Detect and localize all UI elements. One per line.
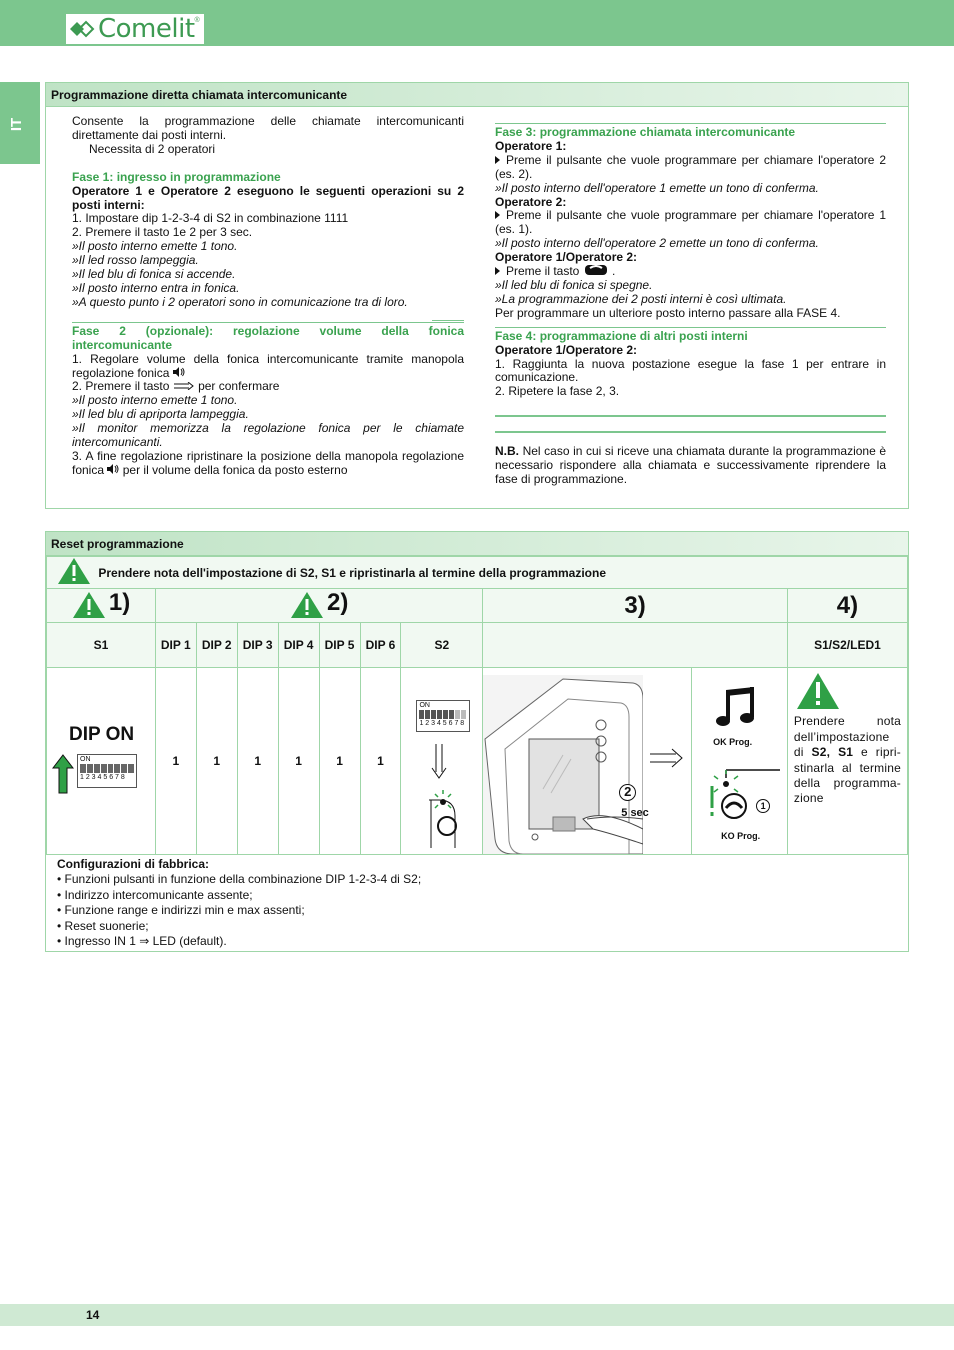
note-bold-s2: S2, xyxy=(811,745,831,760)
fase1-note: »Il posto interno entra in fonica. xyxy=(72,280,240,295)
fase2-step1 xyxy=(72,353,464,381)
warning-icon xyxy=(290,591,324,622)
warning-cell xyxy=(47,557,908,589)
fase4-step: 1. Raggiunta la nuova postazione esegue la fase 1 per entrare in comunicazione. xyxy=(495,356,886,385)
config-item: • Funzione range e indirizzi min e max assenti; xyxy=(57,903,305,918)
dip-value: 1 xyxy=(278,668,319,855)
dip-lever xyxy=(87,764,93,773)
key-arrow-icon xyxy=(173,379,198,393)
fase1-note: »Il posto interno emette 1 tono. xyxy=(72,239,238,254)
fase2-note: »Il led blu di apriporta lampeggia. xyxy=(72,407,249,422)
note-bold-s1: S1 xyxy=(838,745,854,760)
header-s2: S2 xyxy=(401,623,483,668)
fase1-title: Fase 1: ingresso in programmazione xyxy=(72,169,281,184)
steps-row xyxy=(47,589,908,623)
operator12-after: Per programmare un ulteriore posto interno passare alla FASE 4. xyxy=(495,305,841,320)
music-note-icon xyxy=(716,686,760,730)
fase4-step: 2. Ripetere la fase 2, 3. xyxy=(495,384,620,399)
operator1-text xyxy=(495,154,886,182)
operator2-label: Operatore 2: xyxy=(495,194,567,209)
header-dip: DIP 3 xyxy=(237,623,278,668)
logo-mark-icon xyxy=(68,18,98,40)
language-label: IT xyxy=(8,117,26,132)
dip-value: 1 xyxy=(155,668,196,855)
config-item: • Funzioni pulsanti in funzione della combinazione DIP 1-2-3-4 di S2; xyxy=(57,872,422,887)
step-4-cell xyxy=(787,589,907,623)
fase2-note: »Il posto interno emette 1 tono. xyxy=(72,393,238,408)
intro-text: Consente la programmazione delle chiamate intercomunicanti direttamente dai posti interni. xyxy=(72,114,464,142)
language-tab xyxy=(0,82,40,164)
bullet-arrow-icon xyxy=(495,267,500,275)
dip-lever xyxy=(431,710,436,719)
warning-icon xyxy=(57,557,91,588)
ko-step-badge: 1 xyxy=(756,799,770,813)
operator2-text xyxy=(495,209,886,237)
divider xyxy=(495,415,886,417)
fase2-step2 xyxy=(72,380,464,394)
section-direct-programming xyxy=(45,82,909,509)
result-cell xyxy=(692,668,788,855)
section-title: Programmazione diretta chiamata intercomunicante xyxy=(46,83,908,107)
dip-switch-numbers: 1 2 3 4 5 6 7 8 xyxy=(419,720,465,728)
dip-lever xyxy=(419,710,424,719)
factory-config xyxy=(46,852,908,954)
header-dip: DIP 5 xyxy=(319,623,360,668)
step-number: 3) xyxy=(624,591,646,619)
operator12-text-value: Preme il tasto xyxy=(506,264,580,279)
dip-lever xyxy=(449,710,454,719)
divider xyxy=(495,123,886,124)
step-1-cell xyxy=(47,589,156,623)
reset-table xyxy=(46,556,908,855)
dip-switch-on-label: ON xyxy=(419,702,430,710)
page-number: 14 xyxy=(86,1308,100,1322)
dip-value: 1 xyxy=(319,668,360,855)
dip-lever xyxy=(437,710,442,719)
header-s1: S1 xyxy=(47,623,156,668)
divider xyxy=(72,322,464,323)
dip-lever xyxy=(94,764,100,773)
fase4-title: Fase 4: programmazione di altri posti interni xyxy=(495,328,748,343)
step-number: 1) xyxy=(108,589,131,616)
press-duration: 5 sec xyxy=(621,807,649,820)
footer-bar xyxy=(0,1304,954,1326)
header-row xyxy=(47,623,908,668)
handset-icon xyxy=(583,264,612,278)
logo-text: Comelit xyxy=(98,14,195,44)
fase2-step3-text: 3. A fine regolazione ripristinare la posizione della manopola regolazione fonica xyxy=(72,448,464,477)
operator2-note: »Il posto interno dell'operatore 2 emette un tono di conferma. xyxy=(495,236,819,251)
ko-led-diagram xyxy=(704,764,780,824)
up-arrow-icon xyxy=(52,754,74,794)
speaker-volume-icon xyxy=(107,463,122,477)
operator2-text-value: Preme il pulsante che vuole programmare per chiamare l'operatore 1 (es. 1). xyxy=(495,208,886,237)
operator1-label: Operatore 1: xyxy=(495,138,567,153)
warning-icon xyxy=(796,672,840,710)
s2-led-diagram xyxy=(429,742,457,848)
step-number: 4) xyxy=(836,591,859,619)
ok-prog-label: OK Prog. xyxy=(713,737,753,748)
config-item: • Indirizzo intercomunicante assente; xyxy=(57,887,253,902)
note-cell xyxy=(787,668,907,855)
config-item: • Ingresso IN 1 ⇒ LED (default). xyxy=(57,934,227,949)
implies-arrow-icon xyxy=(648,748,684,768)
dip-lever xyxy=(80,764,86,773)
header-dip: DIP 4 xyxy=(278,623,319,668)
warning-text: Prendere nota dell'impostazione di S2, S1 e ripristinarla al termine della programmazione xyxy=(98,565,607,580)
operator1-note: »Il posto interno dell'operatore 1 emette un tono di conferma. xyxy=(495,180,819,195)
dip-lever xyxy=(443,710,448,719)
logo-registered: ® xyxy=(194,17,200,24)
comelit-logo xyxy=(66,14,204,44)
dip-value: 1 xyxy=(237,668,278,855)
header-last: S1/S2/LED1 xyxy=(787,623,907,668)
operator12-note: »Il led blu di fonica si spegne. xyxy=(495,277,653,292)
divider xyxy=(432,320,464,321)
fase1-note: »A questo punto i 2 operatori sono in comunicazione tra di loro. xyxy=(72,294,408,309)
bullet-arrow-icon xyxy=(495,156,500,164)
fase1-step: 1. Impostare dip 1-2-3-4 di S2 in combinazione 1111 xyxy=(72,211,349,226)
dip-lever xyxy=(425,710,430,719)
step-2-cell xyxy=(155,589,482,623)
dip-value: 1 xyxy=(196,668,237,855)
fase1-subtitle: Operatore 1 e Operatore 2 eseguono le seguenti operazioni su 2 posti interni: xyxy=(72,183,464,212)
fase2-step2-text2: per confermare xyxy=(198,379,280,394)
dip-switch-diagram xyxy=(77,754,137,788)
dip-switch-on-label: ON xyxy=(80,756,91,764)
dip-lever xyxy=(455,710,460,719)
fase2-step1-text: 1. Regolare volume della fonica intercomunicante tramite manopola regolazione fonica xyxy=(72,351,464,380)
dip-lever xyxy=(114,764,120,773)
dip-on-label: DIP ON xyxy=(69,724,135,746)
s1-cell xyxy=(47,668,156,855)
fase3-title: Fase 3: programmazione chiamata intercomunicante xyxy=(495,125,796,139)
fase2-step3 xyxy=(72,450,464,478)
fase2-step2-text: 2. Premere il tasto xyxy=(72,379,170,394)
note-text: Prendere nota dell’impostazione di S2, S1 e ripri-stinarla al termine della programma-zione xyxy=(793,714,901,806)
fase4-subtitle: Operatore 1/Operatore 2: xyxy=(495,342,638,357)
step-number: 2) xyxy=(327,589,349,616)
speaker-volume-icon xyxy=(173,366,185,380)
warning-icon xyxy=(72,591,106,622)
dip-switch-numbers: 1 2 3 4 5 6 7 8 xyxy=(80,774,125,782)
divider xyxy=(495,327,886,328)
dip-switch-bank xyxy=(80,764,134,773)
s2-switch-diagram xyxy=(416,700,470,732)
config-title: Configurazioni di fabbrica: xyxy=(57,857,209,871)
header-bar xyxy=(0,0,954,46)
operator12-text: Preme il tasto . xyxy=(495,265,886,279)
header-empty xyxy=(483,623,788,668)
divider xyxy=(495,431,886,433)
header-dip: DIP 6 xyxy=(360,623,401,668)
fase1-note: »Il led rosso lampeggia. xyxy=(72,253,199,268)
nb-label: N.B. xyxy=(495,444,519,459)
dip-lever xyxy=(128,764,134,773)
fase2-title: Fase 2 (opzionale): regolazione volume della fonica intercomunicante xyxy=(72,323,464,352)
fase1-step: 2. Premere il tasto 1e 2 per 3 sec. xyxy=(72,225,253,240)
section-title: Reset programmazione xyxy=(46,532,908,556)
fase2-note: »Il monitor memorizza la regolazione fonica per le chiamate intercomunicanti. xyxy=(72,421,464,450)
operators-note: Necessita di 2 operatori xyxy=(89,141,216,156)
dip-lever xyxy=(101,764,107,773)
warning-row xyxy=(47,557,908,589)
operator1-text-value: Preme il pulsante che vuole programmare per chiamare l'operatore 2 (es. 2). xyxy=(495,152,886,181)
nb-text xyxy=(495,445,886,487)
fase2-step3-text2: per il volume della fonica da posto esterno xyxy=(122,462,348,477)
fase1-note: »Il led blu di fonica si accende. xyxy=(72,267,236,282)
config-item: • Reset suonerie; xyxy=(57,918,149,933)
operator12-label: Operatore 1/Operatore 2: xyxy=(495,250,638,265)
section-reset-programming xyxy=(45,531,909,952)
step-3-cell xyxy=(483,589,788,623)
monitor-illustration xyxy=(483,669,643,854)
operator12-note: »La programmazione dei 2 posti interni è così ultimata. xyxy=(495,291,787,306)
right-column xyxy=(495,123,886,487)
header-dip: DIP 2 xyxy=(196,623,237,668)
press-step-badge: 2 xyxy=(619,784,636,801)
s2-cell xyxy=(401,668,483,855)
header-dip: DIP 1 xyxy=(155,623,196,668)
dip-value: 1 xyxy=(360,668,401,855)
ko-prog-label: KO Prog. xyxy=(721,831,761,842)
left-column xyxy=(72,115,464,478)
bullet-arrow-icon xyxy=(495,211,500,219)
nb-body: Nel caso in cui si riceve una chiamata durante la programmazione è necessario rispondere alla chiamata e successivamente riprendere la fase di programmazione. xyxy=(495,444,886,487)
dip-lever xyxy=(121,764,127,773)
dip-switch-bank xyxy=(419,710,467,719)
data-row xyxy=(47,668,908,855)
dip-lever xyxy=(108,764,114,773)
dip-lever xyxy=(461,710,466,719)
